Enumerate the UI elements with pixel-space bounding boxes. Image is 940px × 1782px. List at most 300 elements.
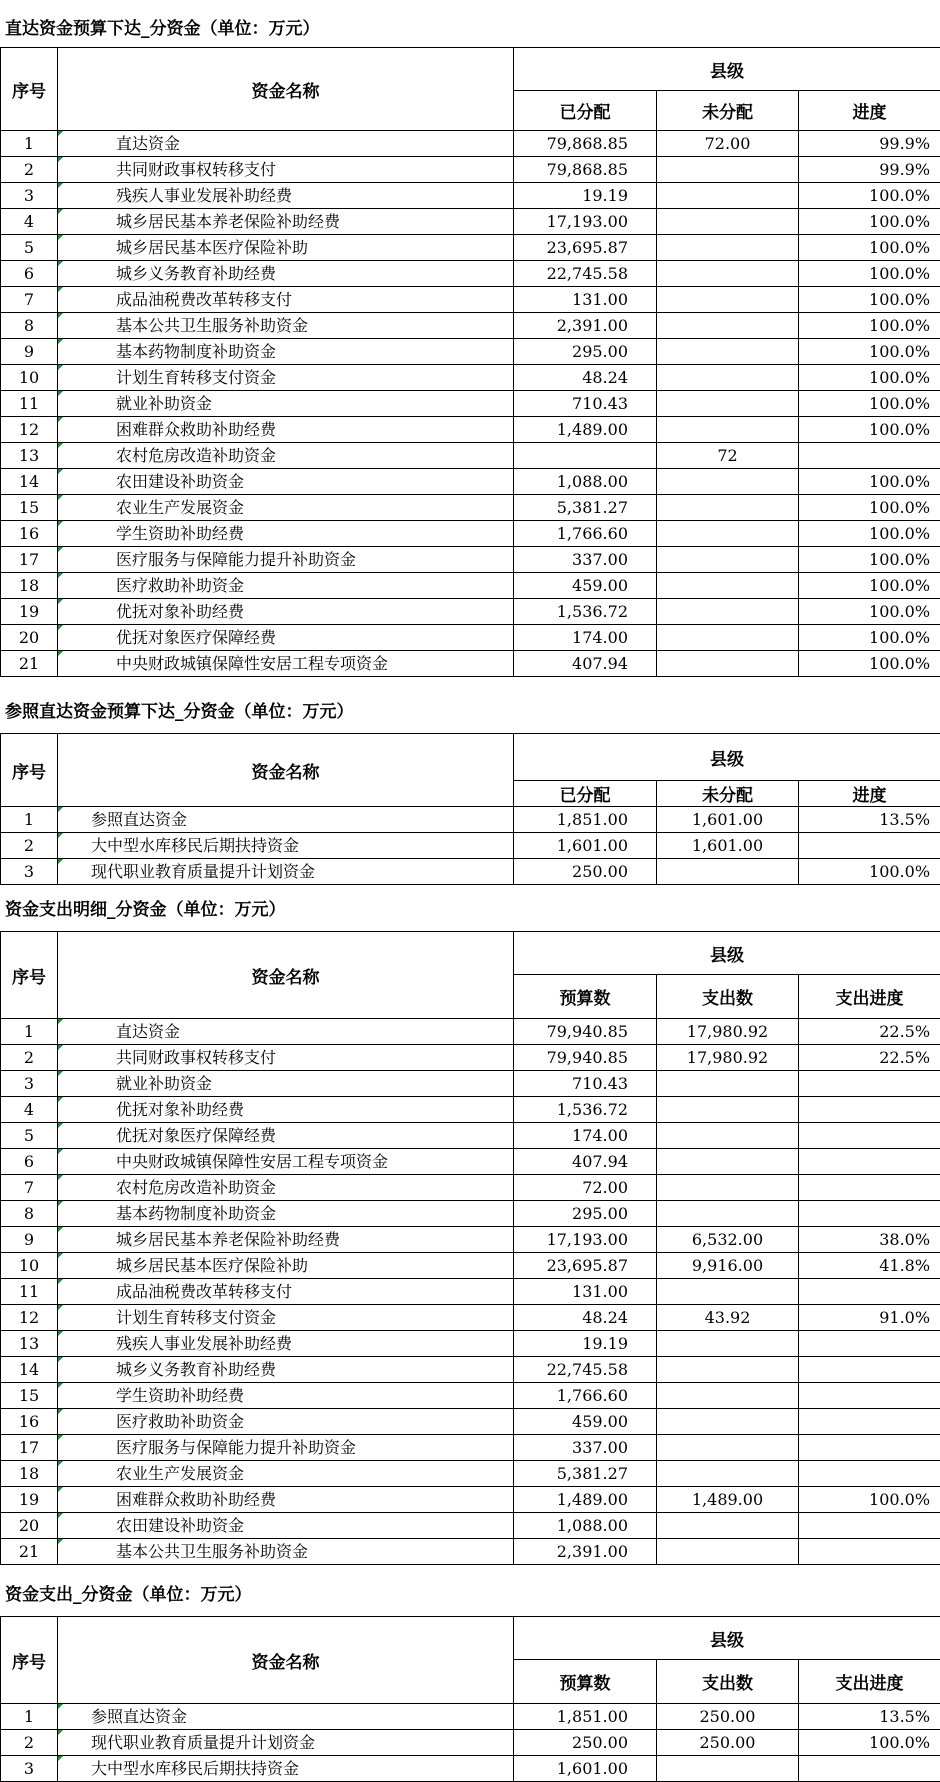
value-3: 22.5% [799,1045,940,1071]
fund-name: 共同财政事权转移支付 [58,1045,514,1071]
value-3: 100.0% [799,625,940,651]
value-2 [657,1435,799,1461]
header-progress: 进度 [799,781,940,807]
value-3 [799,1409,940,1435]
value-2: 250.00 [657,1704,799,1730]
table-row [1,339,940,365]
header-progress: 进度 [799,91,940,131]
value-2: 43.92 [657,1305,799,1331]
value-2 [657,391,799,417]
header-budget: 预算数 [514,1660,657,1704]
table-row [1,1383,940,1409]
value-2 [657,599,799,625]
row-number: 14 [1,1357,58,1383]
table-row [1,1019,940,1045]
value-2: 17,980.92 [657,1045,799,1071]
value-3 [799,1513,940,1539]
row-number: 7 [1,1175,58,1201]
value-1: 5,381.27 [514,495,657,521]
fund-name: 优抚对象医疗保障经费 [58,625,514,651]
table-row [1,1279,940,1305]
fund-name: 直达资金 [58,1019,514,1045]
value-3 [799,1279,940,1305]
table-row [1,1756,940,1782]
value-2 [657,1383,799,1409]
value-2 [657,417,799,443]
table-row [1,1097,940,1123]
value-3 [799,833,940,859]
value-3: 100.0% [799,651,940,677]
header-spent: 支出数 [657,1660,799,1704]
table-row [1,1201,940,1227]
value-1: 459.00 [514,1409,657,1435]
value-2 [657,469,799,495]
row-number: 3 [1,1756,58,1782]
row-number: 5 [1,235,58,261]
row-number: 20 [1,625,58,651]
row-number: 19 [1,599,58,625]
row-number: 12 [1,1305,58,1331]
value-2 [657,1097,799,1123]
fund-name: 直达资金 [58,131,514,157]
value-3: 99.9% [799,157,940,183]
value-3: 13.5% [799,1704,940,1730]
value-3: 100.0% [799,183,940,209]
value-1: 1,601.00 [514,833,657,859]
value-1: 1,536.72 [514,1097,657,1123]
section-title: 资金支出明细_分资金（单位：万元） [5,900,286,920]
value-1: 250.00 [514,859,657,885]
value-3: 41.8% [799,1253,940,1279]
fund-name: 学生资助补助经费 [58,521,514,547]
value-1: 250.00 [514,1730,657,1756]
value-1: 1,851.00 [514,807,657,833]
value-3: 100.0% [799,209,940,235]
fund-name: 基本公共卫生服务补助资金 [58,1539,514,1565]
header-name: 资金名称 [58,932,514,1019]
row-number: 7 [1,287,58,313]
header-spend-progress: 支出进度 [799,1660,940,1704]
value-2 [657,547,799,573]
value-3 [799,1071,940,1097]
value-3: 100.0% [799,1730,940,1756]
fund-name: 农业生产发展资金 [58,495,514,521]
table-row [1,1149,940,1175]
row-number: 3 [1,859,58,885]
fund-name: 参照直达资金 [58,807,514,833]
fund-name: 城乡义务教育补助经费 [58,261,514,287]
value-3 [799,1331,940,1357]
table-row [1,1305,940,1331]
value-1: 2,391.00 [514,1539,657,1565]
value-3: 100.0% [799,521,940,547]
row-number: 1 [1,1704,58,1730]
header-spend-progress: 支出进度 [799,975,940,1019]
value-2 [657,313,799,339]
value-2 [657,157,799,183]
value-1: 174.00 [514,1123,657,1149]
row-number: 20 [1,1513,58,1539]
value-2 [657,1357,799,1383]
value-1: 2,391.00 [514,313,657,339]
header-no: 序号 [1,48,58,131]
value-1: 23,695.87 [514,1253,657,1279]
table-row [1,235,940,261]
row-number: 8 [1,1201,58,1227]
value-2 [657,1513,799,1539]
fund-name: 残疾人事业发展补助经费 [58,183,514,209]
value-1: 79,868.85 [514,157,657,183]
fund-name: 计划生育转移支付资金 [58,1305,514,1331]
value-2 [657,573,799,599]
value-3: 100.0% [799,547,940,573]
table-row [1,209,940,235]
value-3 [799,1383,940,1409]
value-1: 19.19 [514,183,657,209]
value-3 [799,1123,940,1149]
value-3 [799,1461,940,1487]
value-3: 22.5% [799,1019,940,1045]
header-budget: 预算数 [514,975,657,1019]
value-1: 295.00 [514,339,657,365]
fund-name: 城乡义务教育补助经费 [58,1357,514,1383]
row-number: 21 [1,1539,58,1565]
value-3 [799,1357,940,1383]
header-unallocated: 未分配 [657,781,799,807]
value-1: 17,193.00 [514,1227,657,1253]
fund-name: 农业生产发展资金 [58,1461,514,1487]
value-1: 19.19 [514,1331,657,1357]
fund-name: 学生资助补助经费 [58,1383,514,1409]
value-1: 1,489.00 [514,417,657,443]
value-2 [657,1409,799,1435]
table-row [1,365,940,391]
value-3 [799,1539,940,1565]
fund-name: 困难群众救助补助经费 [58,1487,514,1513]
value-3: 100.0% [799,573,940,599]
table-row [1,1487,940,1513]
fund-name: 计划生育转移支付资金 [58,365,514,391]
value-2 [657,209,799,235]
value-1: 131.00 [514,287,657,313]
row-number: 13 [1,443,58,469]
table-row [1,157,940,183]
value-2: 72 [657,443,799,469]
row-number: 2 [1,157,58,183]
value-3 [799,1201,940,1227]
value-3 [799,1756,940,1782]
table-row [1,1123,940,1149]
table-row [1,833,940,859]
row-number: 2 [1,1045,58,1071]
value-2: 72.00 [657,131,799,157]
fund-name: 医疗救助补助资金 [58,1409,514,1435]
value-2 [657,1149,799,1175]
header-county-level: 县级 [514,734,940,781]
table-row [1,1045,940,1071]
row-number: 10 [1,1253,58,1279]
table-row [1,469,940,495]
table-row [1,1704,940,1730]
value-3: 100.0% [799,339,940,365]
header-allocated: 已分配 [514,91,657,131]
value-2 [657,521,799,547]
value-1: 22,745.58 [514,1357,657,1383]
value-1: 1,489.00 [514,1487,657,1513]
fund-name: 中央财政城镇保障性安居工程专项资金 [58,1149,514,1175]
value-2 [657,339,799,365]
fund-name: 基本药物制度补助资金 [58,1201,514,1227]
header-name: 资金名称 [58,734,514,807]
row-number: 19 [1,1487,58,1513]
fund-name: 成品油税费改革转移支付 [58,1279,514,1305]
table-row [1,1175,940,1201]
table-row [1,859,940,885]
value-2 [657,1331,799,1357]
fund-name: 城乡居民基本养老保险补助经费 [58,209,514,235]
value-1: 1,088.00 [514,1513,657,1539]
fund-name: 成品油税费改革转移支付 [58,287,514,313]
table-row [1,1253,940,1279]
value-2 [657,365,799,391]
value-2 [657,651,799,677]
table-row [1,1539,940,1565]
table-row [1,547,940,573]
row-number: 12 [1,417,58,443]
row-number: 2 [1,833,58,859]
table-row [1,1513,940,1539]
fund-name: 优抚对象补助经费 [58,599,514,625]
allocation-table [0,733,940,885]
value-2 [657,1756,799,1782]
value-3: 100.0% [799,495,940,521]
allocation-table [0,47,940,677]
table-row [1,495,940,521]
fund-name: 农田建设补助资金 [58,469,514,495]
value-1: 22,745.58 [514,261,657,287]
value-1: 710.43 [514,391,657,417]
row-number: 17 [1,547,58,573]
fund-name: 就业补助资金 [58,1071,514,1097]
row-number: 10 [1,365,58,391]
value-2: 1,601.00 [657,833,799,859]
row-number: 4 [1,209,58,235]
row-number: 11 [1,391,58,417]
fund-name: 现代职业教育质量提升计划资金 [58,1730,514,1756]
table-row [1,313,940,339]
fund-name: 困难群众救助补助经费 [58,417,514,443]
row-number: 17 [1,1435,58,1461]
value-3: 100.0% [799,417,940,443]
value-1: 48.24 [514,1305,657,1331]
value-2 [657,1201,799,1227]
value-1: 79,940.85 [514,1045,657,1071]
row-number: 6 [1,1149,58,1175]
fund-name: 农村危房改造补助资金 [58,1175,514,1201]
value-1: 17,193.00 [514,209,657,235]
table-row [1,625,940,651]
table-row [1,391,940,417]
header-county-level: 县级 [514,932,940,975]
value-2 [657,859,799,885]
table-row [1,573,940,599]
value-1: 131.00 [514,1279,657,1305]
value-1: 459.00 [514,573,657,599]
section-title: 直达资金预算下达_分资金（单位：万元） [5,19,320,39]
value-1: 1,088.00 [514,469,657,495]
value-1: 48.24 [514,365,657,391]
row-number: 6 [1,261,58,287]
row-number: 9 [1,1227,58,1253]
table-row [1,417,940,443]
fund-name: 残疾人事业发展补助经费 [58,1331,514,1357]
table-row [1,599,940,625]
fund-name: 优抚对象补助经费 [58,1097,514,1123]
table-row [1,287,940,313]
fund-name: 农田建设补助资金 [58,1513,514,1539]
fund-name: 医疗服务与保障能力提升补助资金 [58,547,514,573]
value-2: 1,601.00 [657,807,799,833]
table-row [1,1357,940,1383]
row-number: 2 [1,1730,58,1756]
fund-name: 参照直达资金 [58,1704,514,1730]
header-no: 序号 [1,1617,58,1704]
row-number: 4 [1,1097,58,1123]
table-row [1,443,940,469]
value-1: 1,851.00 [514,1704,657,1730]
value-1: 337.00 [514,1435,657,1461]
value-1: 1,601.00 [514,1756,657,1782]
value-1: 79,868.85 [514,131,657,157]
value-3: 100.0% [799,313,940,339]
value-2 [657,235,799,261]
value-2 [657,287,799,313]
value-3: 100.0% [799,235,940,261]
value-2 [657,495,799,521]
value-3: 100.0% [799,287,940,313]
row-number: 15 [1,495,58,521]
value-3: 91.0% [799,1305,940,1331]
value-3 [799,1149,940,1175]
value-2: 9,916.00 [657,1253,799,1279]
header-no: 序号 [1,734,58,807]
expenditure-table [0,931,940,1565]
value-1: 710.43 [514,1071,657,1097]
table-row [1,261,940,287]
expenditure-table [0,1616,940,1782]
value-1: 1,536.72 [514,599,657,625]
value-1 [514,443,657,469]
value-1: 1,766.60 [514,1383,657,1409]
value-3: 100.0% [799,365,940,391]
section-title: 资金支出_分资金（单位：万元） [5,1585,252,1605]
value-2 [657,261,799,287]
value-2: 17,980.92 [657,1019,799,1045]
fund-name: 医疗服务与保障能力提升补助资金 [58,1435,514,1461]
table-row [1,807,940,833]
value-1: 337.00 [514,547,657,573]
row-number: 13 [1,1331,58,1357]
value-3: 100.0% [799,261,940,287]
value-3 [799,1175,940,1201]
fund-name: 中央财政城镇保障性安居工程专项资金 [58,651,514,677]
row-number: 8 [1,313,58,339]
value-1: 174.00 [514,625,657,651]
table-row [1,1071,940,1097]
row-number: 15 [1,1383,58,1409]
row-number: 18 [1,573,58,599]
value-1: 407.94 [514,651,657,677]
row-number: 16 [1,1409,58,1435]
row-number: 1 [1,1019,58,1045]
table-row [1,651,940,677]
header-county-level: 县级 [514,48,940,91]
value-2: 1,489.00 [657,1487,799,1513]
table-row [1,183,940,209]
value-3: 100.0% [799,469,940,495]
row-number: 5 [1,1123,58,1149]
header-name: 资金名称 [58,1617,514,1704]
row-number: 3 [1,183,58,209]
fund-name: 现代职业教育质量提升计划资金 [58,859,514,885]
value-3: 100.0% [799,859,940,885]
header-allocated: 已分配 [514,781,657,807]
section-title: 参照直达资金预算下达_分资金（单位：万元） [5,702,354,722]
fund-name: 城乡居民基本养老保险补助经费 [58,1227,514,1253]
row-number: 18 [1,1461,58,1487]
value-2 [657,1071,799,1097]
value-2 [657,625,799,651]
value-3: 99.9% [799,131,940,157]
value-3 [799,1097,940,1123]
value-2 [657,1279,799,1305]
row-number: 1 [1,131,58,157]
value-2 [657,1461,799,1487]
fund-name: 大中型水库移民后期扶持资金 [58,1756,514,1782]
value-1: 1,766.60 [514,521,657,547]
row-number: 9 [1,339,58,365]
value-1: 5,381.27 [514,1461,657,1487]
header-unallocated: 未分配 [657,91,799,131]
row-number: 21 [1,651,58,677]
value-3 [799,443,940,469]
fund-name: 农村危房改造补助资金 [58,443,514,469]
table-row [1,1409,940,1435]
row-number: 14 [1,469,58,495]
value-2 [657,1175,799,1201]
table-row [1,1331,940,1357]
value-1: 407.94 [514,1149,657,1175]
table-row [1,1227,940,1253]
row-number: 16 [1,521,58,547]
value-1: 295.00 [514,1201,657,1227]
value-1: 23,695.87 [514,235,657,261]
value-2: 6,532.00 [657,1227,799,1253]
fund-name: 基本公共卫生服务补助资金 [58,313,514,339]
value-1: 72.00 [514,1175,657,1201]
table-row [1,1730,940,1756]
value-2 [657,1123,799,1149]
value-2 [657,1539,799,1565]
fund-name: 就业补助资金 [58,391,514,417]
value-3: 100.0% [799,599,940,625]
fund-name: 城乡居民基本医疗保险补助 [58,235,514,261]
header-spent: 支出数 [657,975,799,1019]
value-3: 13.5% [799,807,940,833]
table-row [1,131,940,157]
value-3: 38.0% [799,1227,940,1253]
row-number: 11 [1,1279,58,1305]
